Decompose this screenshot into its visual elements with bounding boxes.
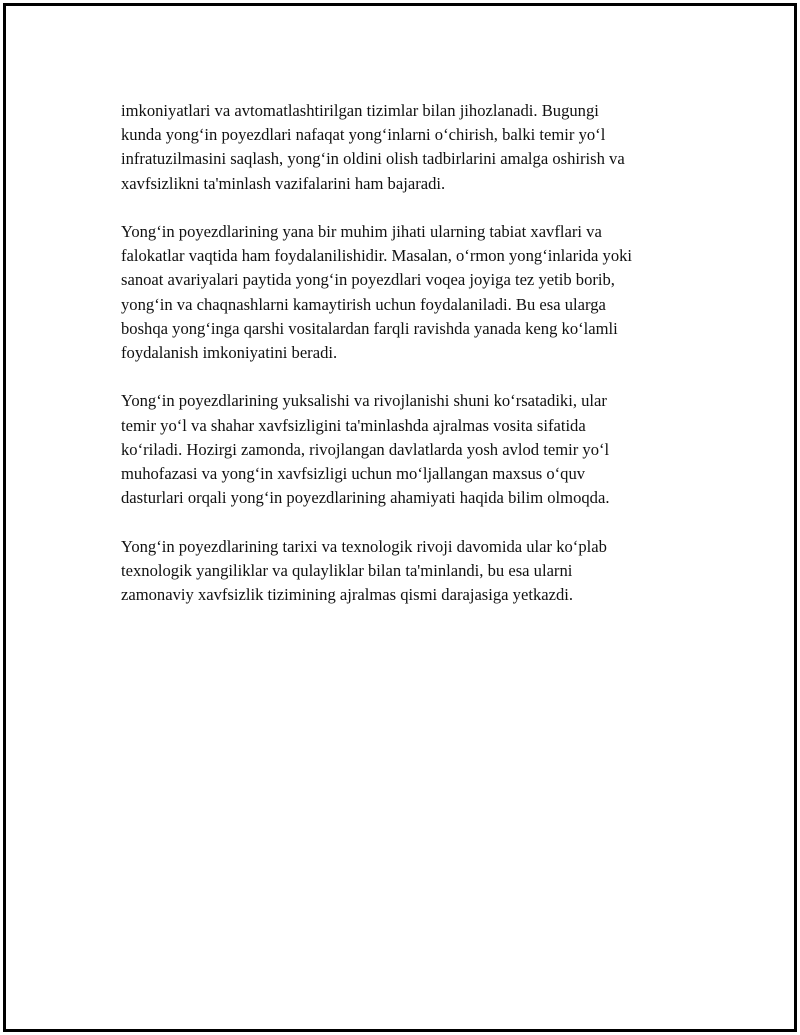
paragraph-4 bbox=[121, 535, 721, 608]
text-line: boshqa yong‘inga qarshi vositalardan farqli ravishda yanada keng ko‘lamli bbox=[121, 318, 618, 338]
text-line: xavfsizlikni ta'minlash vazifalarini ham bajaradi. bbox=[121, 173, 446, 193]
paragraph-3 bbox=[121, 389, 721, 510]
text-line: Yong‘in poyezdlarining tarixi va texnologik rivoji davomida ular ko‘plab bbox=[121, 536, 607, 556]
text-line: kunda yong‘in poyezdlari nafaqat yong‘inlarni o‘chirish, balki temir yo‘l bbox=[121, 125, 606, 145]
text-line: texnologik yangiliklar va qulayliklar bilan ta'minlandi, bu esa ularni bbox=[121, 560, 573, 580]
text-line: foydalanish imkoniyatini beradi. bbox=[121, 343, 338, 363]
text-line: imkoniyatlari va avtomatlashtirilgan tizimlar bilan jihozlanadi. Bugungi bbox=[121, 101, 599, 120]
text-line: Yong‘in poyezdlarining yana bir muhim jihati ularning tabiat xavflari va bbox=[121, 222, 602, 241]
paragraph-1 bbox=[121, 99, 721, 196]
text-line: zamonaviy xavfsizlik tizimining ajralmas qismi darajasiga yetkazdi. bbox=[121, 585, 574, 605]
text-line: ko‘riladi. Hozirgi zamonda, rivojlangan davlatlarda yosh avlod temir yo‘l bbox=[121, 439, 610, 459]
text-line: Yong‘in poyezdlarining yuksalishi va rivojlanishi shuni ko‘rsatadiki, ular bbox=[121, 391, 607, 411]
text-line: dasturlari orqali yong‘in poyezdlarining ahamiyati haqida bilim olmoqda. bbox=[121, 488, 610, 508]
text-line: falokatlar vaqtida ham foydalanilishidir. Masalan, o‘rmon yong‘inlarida yoki bbox=[121, 246, 633, 266]
page-border bbox=[3, 3, 797, 1032]
document-body bbox=[121, 99, 721, 631]
paragraph-2 bbox=[121, 220, 721, 365]
text-line: sanoat avariyalari paytida yong‘in poyezdlari voqea joyiga tez yetib borib, bbox=[121, 270, 615, 290]
text-line: infratuzilmasini saqlash, yong‘in oldini olish tadbirlarini amalga oshirish va bbox=[121, 149, 625, 169]
text-line: muhofazasi va yong‘in xavfsizligi uchun mo‘ljallangan maxsus o‘quv bbox=[121, 464, 586, 484]
text-line: yong‘in va chaqnashlarni kamaytirish uchun foydalaniladi. Bu esa ularga bbox=[121, 294, 606, 314]
text-line: temir yo‘l va shahar xavfsizligini ta'minlashda ajralmas vosita sifatida bbox=[121, 415, 586, 435]
